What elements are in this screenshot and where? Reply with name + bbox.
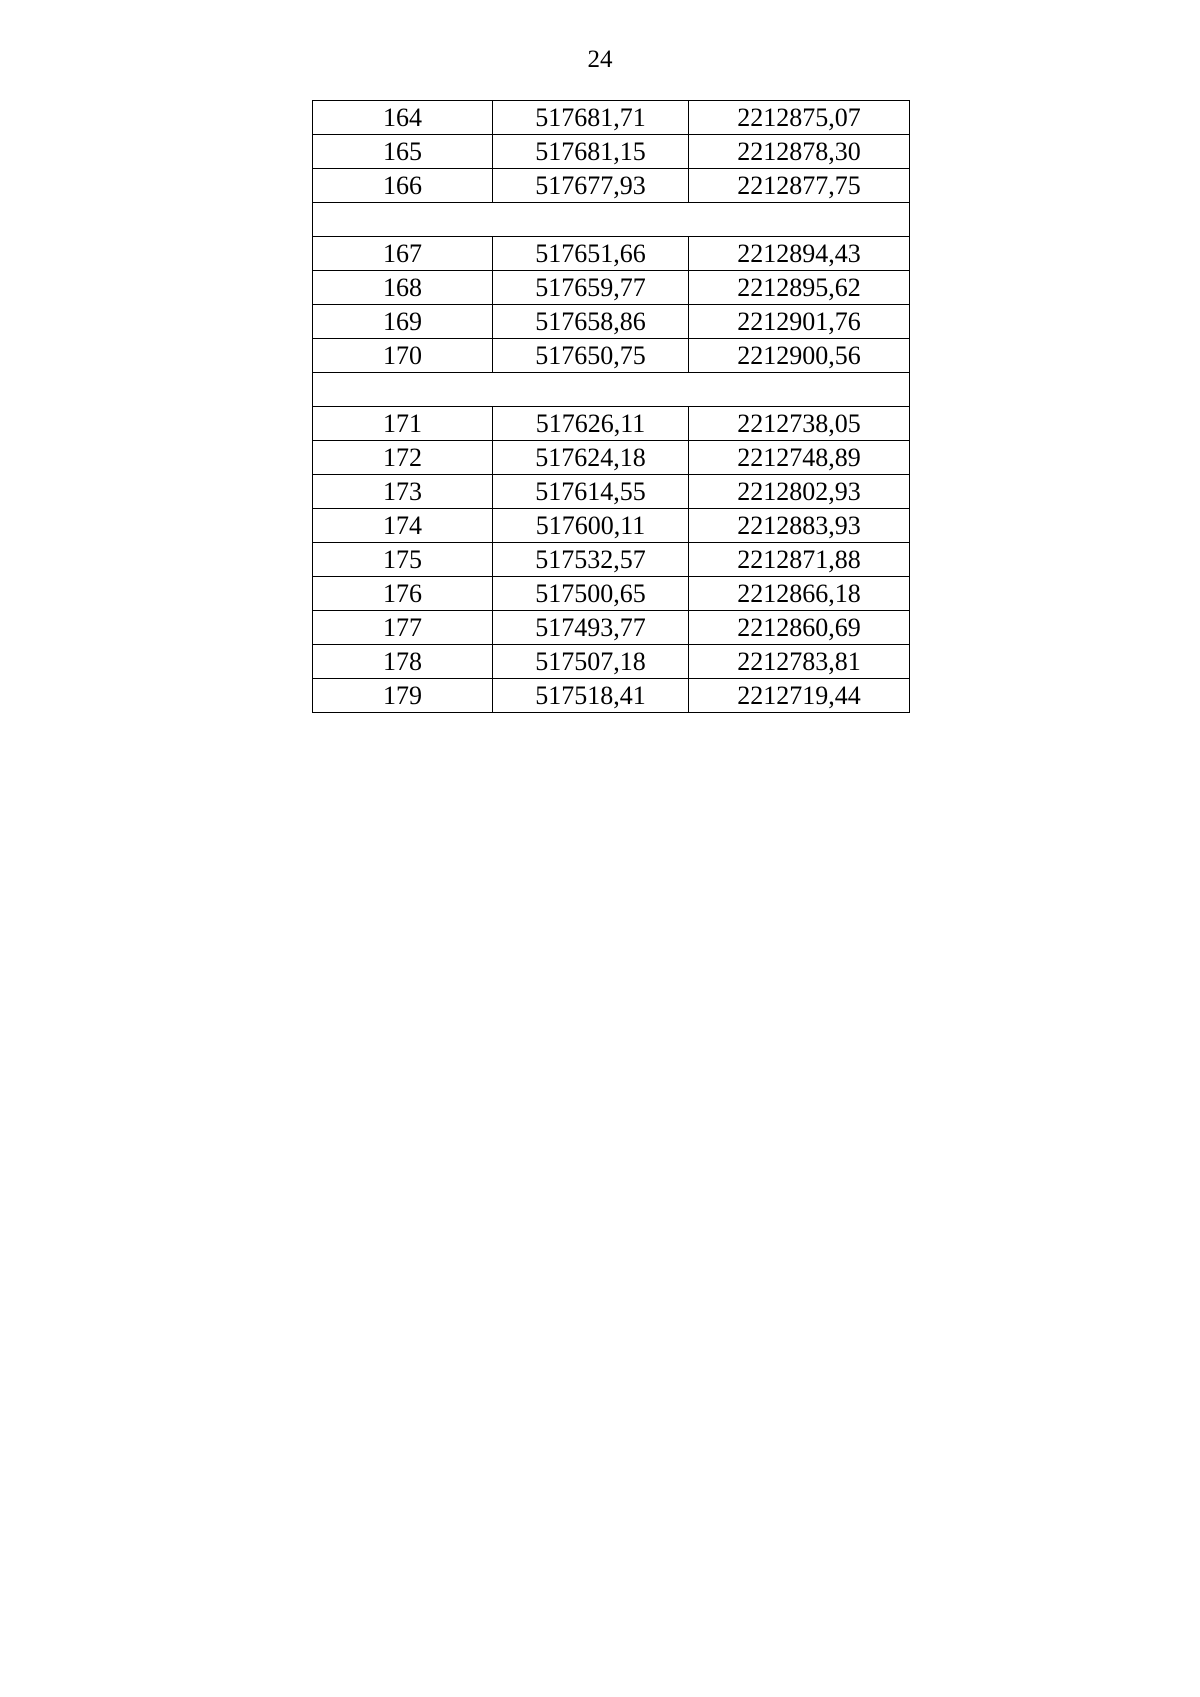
table-row <box>313 169 910 203</box>
x-coordinate-cell: 517624,18 <box>493 441 689 475</box>
point-number-cell: 175 <box>313 543 493 577</box>
x-coordinate-cell: 517658,86 <box>493 305 689 339</box>
coordinates-table-body <box>313 101 910 713</box>
x-coordinate-cell: 517659,77 <box>493 271 689 305</box>
page-number: 24 <box>587 46 613 73</box>
x-coordinate-cell: 517532,57 <box>493 543 689 577</box>
point-number-cell: 168 <box>313 271 493 305</box>
y-coordinate-cell: 2212783,81 <box>689 645 910 679</box>
x-coordinate-cell: 517493,77 <box>493 611 689 645</box>
point-number-cell: 169 <box>313 305 493 339</box>
x-coordinate-cell: 517651,66 <box>493 237 689 271</box>
x-coordinate-cell: 517500,65 <box>493 577 689 611</box>
table-row <box>313 475 910 509</box>
y-coordinate-cell: 2212748,89 <box>689 441 910 475</box>
x-coordinate-cell: 517626,11 <box>493 407 689 441</box>
point-number-cell: 179 <box>313 679 493 713</box>
separator-cell <box>313 203 910 237</box>
y-coordinate-cell: 2212802,93 <box>689 475 910 509</box>
y-coordinate-cell: 2212900,56 <box>689 339 910 373</box>
separator-row <box>313 373 910 407</box>
table-row <box>313 271 910 305</box>
y-coordinate-cell: 2212875,07 <box>689 101 910 135</box>
x-coordinate-cell: 517681,71 <box>493 101 689 135</box>
coordinates-table <box>312 100 910 713</box>
x-coordinate-cell: 517650,75 <box>493 339 689 373</box>
table-row <box>313 543 910 577</box>
table-row <box>313 237 910 271</box>
point-number-cell: 173 <box>313 475 493 509</box>
y-coordinate-cell: 2212878,30 <box>689 135 910 169</box>
x-coordinate-cell: 517507,18 <box>493 645 689 679</box>
table-row <box>313 101 910 135</box>
point-number-cell: 178 <box>313 645 493 679</box>
table-row <box>313 305 910 339</box>
y-coordinate-cell: 2212738,05 <box>689 407 910 441</box>
table-row <box>313 441 910 475</box>
point-number-cell: 164 <box>313 101 493 135</box>
table-row <box>313 679 910 713</box>
x-coordinate-cell: 517681,15 <box>493 135 689 169</box>
y-coordinate-cell: 2212719,44 <box>689 679 910 713</box>
point-number-cell: 176 <box>313 577 493 611</box>
table-row <box>313 339 910 373</box>
table-row <box>313 611 910 645</box>
separator-row <box>313 203 910 237</box>
table-row <box>313 509 910 543</box>
point-number-cell: 172 <box>313 441 493 475</box>
point-number-cell: 174 <box>313 509 493 543</box>
point-number-cell: 171 <box>313 407 493 441</box>
point-number-cell: 165 <box>313 135 493 169</box>
table-row <box>313 577 910 611</box>
point-number-cell: 170 <box>313 339 493 373</box>
y-coordinate-cell: 2212895,62 <box>689 271 910 305</box>
x-coordinate-cell: 517600,11 <box>493 509 689 543</box>
y-coordinate-cell: 2212894,43 <box>689 237 910 271</box>
y-coordinate-cell: 2212871,88 <box>689 543 910 577</box>
point-number-cell: 167 <box>313 237 493 271</box>
table-row <box>313 135 910 169</box>
x-coordinate-cell: 517614,55 <box>493 475 689 509</box>
table-row <box>313 407 910 441</box>
point-number-cell: 166 <box>313 169 493 203</box>
x-coordinate-cell: 517677,93 <box>493 169 689 203</box>
y-coordinate-cell: 2212866,18 <box>689 577 910 611</box>
y-coordinate-cell: 2212901,76 <box>689 305 910 339</box>
separator-cell <box>313 373 910 407</box>
y-coordinate-cell: 2212877,75 <box>689 169 910 203</box>
point-number-cell: 177 <box>313 611 493 645</box>
y-coordinate-cell: 2212883,93 <box>689 509 910 543</box>
table-row <box>313 645 910 679</box>
x-coordinate-cell: 517518,41 <box>493 679 689 713</box>
y-coordinate-cell: 2212860,69 <box>689 611 910 645</box>
